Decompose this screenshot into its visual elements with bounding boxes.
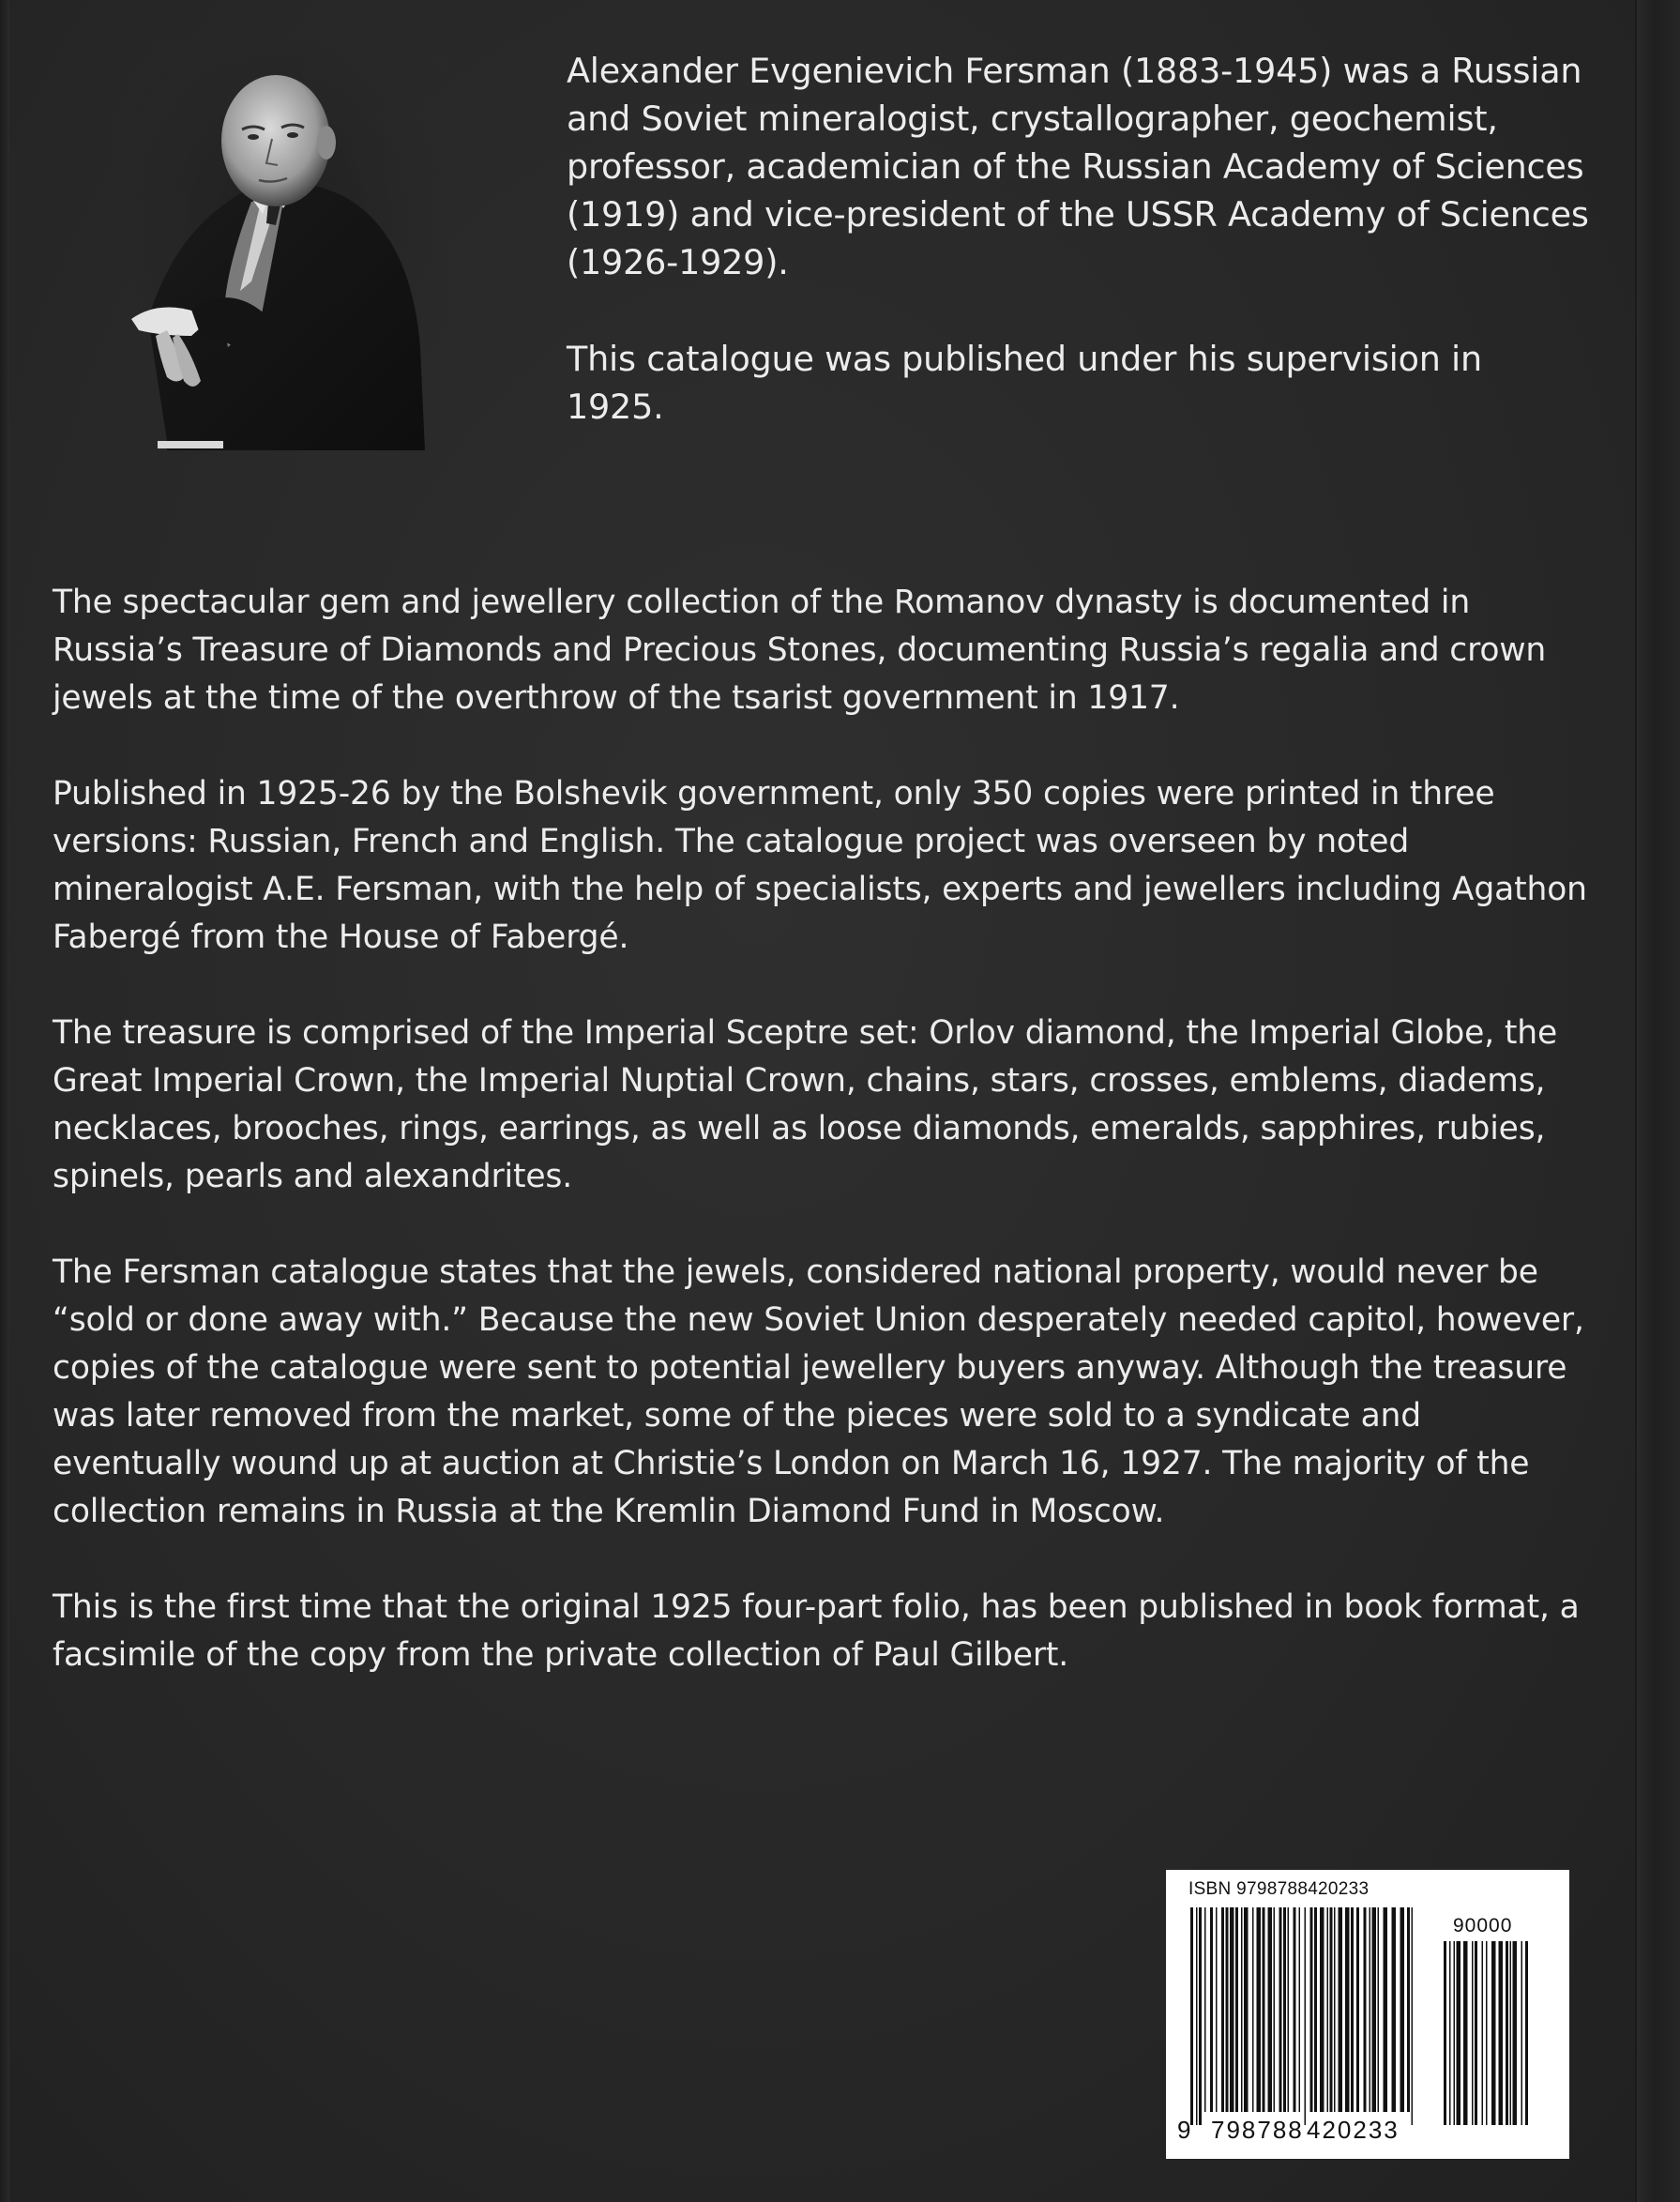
barcode-bar — [1472, 1941, 1474, 2125]
barcode-bar — [1235, 1907, 1238, 2112]
bio-paragraph-publication: This catalogue was published under his supervision in 1925. — [567, 339, 1482, 427]
barcode-bar — [1334, 1907, 1336, 2112]
barcode-bar — [1310, 1907, 1313, 2112]
barcode-bar — [1288, 1907, 1290, 2112]
book-spine-edge — [1635, 0, 1680, 2202]
barcode-bar — [1226, 1907, 1229, 2112]
barcode-bar — [1351, 1907, 1354, 2112]
barcode-bar — [1506, 1941, 1508, 2125]
barcode-digit-group-left: 798788 — [1211, 2116, 1304, 2144]
barcode-bar — [1510, 1941, 1512, 2125]
description-paragraph: This is the first time that the original 1925 four-part folio, has been published in book format, a facsimile of the copy from the private collection of Paul Gilbert. — [53, 1588, 1580, 1674]
barcode-bar — [1513, 1941, 1518, 2125]
barcode-bar — [1486, 1941, 1488, 2125]
barcode-lead-digit: 9 — [1177, 2116, 1191, 2144]
barcode-bar — [1263, 1907, 1265, 2112]
barcode-bar — [1444, 1941, 1446, 2125]
barcode-bar — [1457, 1941, 1461, 2125]
barcode-bar — [1412, 1907, 1414, 2125]
barcode-bar — [1320, 1907, 1324, 2112]
barcode-bar — [1283, 1907, 1286, 2112]
barcode-bar — [1521, 1941, 1523, 2125]
book-description — [53, 579, 1591, 1727]
description-paragraph: The treasure is comprised of the Imperial Sceptre set: Orlov diamond, the Imperial Globe, the Great Imperial Crown, the Imperial Nuptial Crown, chains, stars, crosses, emblems, diadems, necklaces, brooches, rings, earrings, as well as loose diamonds, emeralds, sapphires, rubies, spinels, pearls and alexandrites. — [53, 1014, 1558, 1195]
barcode-bar — [1345, 1907, 1350, 2112]
barcode-bar — [1378, 1907, 1380, 2112]
barcode-bar — [1279, 1907, 1282, 2112]
barcode-bar — [1210, 1907, 1213, 2112]
barcode-bar — [1370, 1907, 1371, 2112]
barcode-bar — [1294, 1907, 1296, 2112]
barcode-bar — [1525, 1941, 1528, 2125]
description-paragraph: Published in 1925-26 by the Bolshevik government, only 350 copies were printed in three versions: Russian, French and English. The catalogue project was overseen by noted mineralogist A.E. Fersman, with the help of specialists, experts and jewellers including Agathon Fabergé from the House of Fabergé. — [53, 775, 1587, 956]
barcode-bar — [1274, 1907, 1276, 2112]
barcode-bar — [1268, 1907, 1273, 2112]
barcode-bar — [1384, 1907, 1388, 2112]
barcode-bar — [1392, 1907, 1397, 2112]
barcode-bar — [1463, 1941, 1468, 2125]
barcode-bar — [1327, 1907, 1329, 2112]
barcode-bar — [1244, 1907, 1249, 2112]
barcode-bar — [1400, 1907, 1405, 2112]
barcode-bar — [1491, 1941, 1496, 2125]
barcode-bar — [1314, 1907, 1317, 2112]
description-paragraph: The Fersman catalogue states that the jewels, considered national property, would never be “sold or done away with.” Because the new Soviet Union desperately needed capitol, however, copies of the catalogue were sent to potential jewellery buyers anyway. Although the treasure was later removed from the market, some of the pieces were sold to a syndicate and eventually wound up at auction at Christie’s London on March 16, 1927. The majority of the collection remains in Russia at the Kremlin Diamond Fund in Moscow. — [53, 1253, 1584, 1530]
isbn-label: ISBN 9798788420233 — [1188, 1879, 1370, 1899]
portrait-photo-icon — [111, 38, 448, 450]
barcode-bar — [1499, 1941, 1504, 2125]
barcode-bar — [1299, 1907, 1301, 2112]
barcode-bar — [1204, 1907, 1206, 2112]
barcode-bar — [1475, 1941, 1477, 2125]
barcode-bar — [1372, 1907, 1377, 2112]
bio-paragraph: Alexander Evgenievich Fersman (1883-1945) was a Russian and Soviet mineralogist, crystallographer, geochemist, professor, academician of the Russian Academy of Sciences (1919) and vice-president of the USSR Academy of Sciences (1926-1929). — [567, 51, 1589, 282]
description-paragraph: The spectacular gem and jewellery collection of the Romanov dynasty is documented in Russia’s Treasure of Diamonds and Precious Stones, documenting Russia’s regalia and crown jewels at the time of the overthrow of the tsarist government in 1917. — [53, 584, 1547, 717]
barcode-bar — [1356, 1907, 1359, 2112]
barcode-bar — [1454, 1941, 1456, 2125]
barcode-bar — [1252, 1907, 1254, 2112]
barcode-bar — [1482, 1941, 1484, 2125]
barcode-bar — [1449, 1941, 1451, 2125]
barcode-bar — [1196, 1907, 1198, 2125]
barcode-bar — [1305, 1907, 1307, 2125]
barcode-bar — [1221, 1907, 1224, 2112]
barcode-bar — [1339, 1907, 1343, 2112]
price-addon-label: 90000 — [1453, 1915, 1513, 1936]
isbn-barcode-box — [1166, 1870, 1569, 2159]
barcode-bar — [1190, 1907, 1193, 2125]
barcode-bar — [1257, 1907, 1262, 2112]
barcode-bar — [1241, 1907, 1243, 2112]
barcode-bar — [1216, 1907, 1218, 2112]
cover-left-edge — [0, 0, 9, 2202]
barcode-bar — [1199, 1907, 1202, 2125]
barcode-bar — [1407, 1907, 1410, 2112]
author-biography — [567, 47, 1589, 479]
barcode-bar — [1364, 1907, 1367, 2112]
barcode-bar — [1230, 1907, 1234, 2112]
barcode-digit-group-right: 420233 — [1307, 2116, 1400, 2144]
barcode-bar — [1330, 1907, 1333, 2112]
